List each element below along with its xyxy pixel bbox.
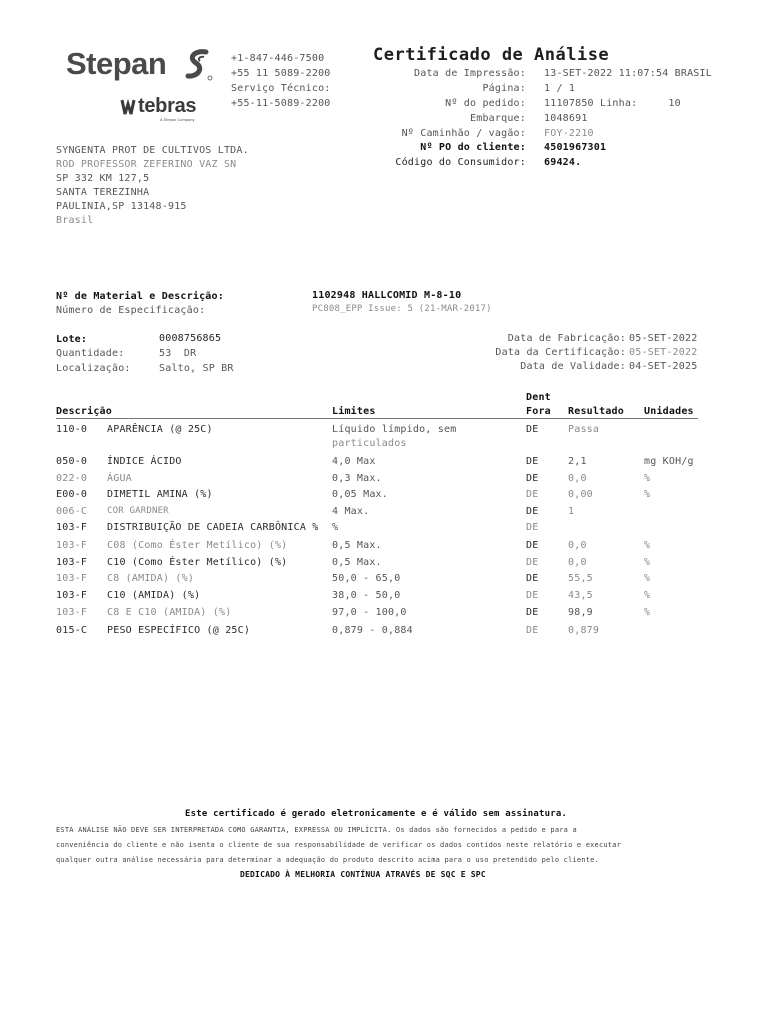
header-value-po: 4501967301 (544, 142, 607, 153)
row-limits-cont: particulados (332, 438, 407, 449)
row-in-out: DE (526, 424, 539, 435)
row-units: % (644, 607, 651, 618)
manufacture-date-value: 05-SET-2022 (629, 333, 698, 344)
customer-name: SYNGENTA PROT DE CULTIVOS LTDA. (56, 145, 249, 156)
row-code: 103-F (56, 590, 88, 601)
row-in-out: DE (526, 590, 539, 601)
footer-disclaimer-1: ESTA ANÁLISE NÃO DEVE SER INTERPRETADA COMO GARANTIA, EXPRESSA OU IMPLÍCITA. Os dados são fornecidos a pedido e para a (56, 826, 577, 834)
row-result: 2,1 (568, 456, 587, 467)
stepan-logo: Stepan (66, 46, 167, 81)
row-in-out: DE (526, 522, 539, 533)
header-label-order: Nº do pedido: (445, 98, 526, 109)
certification-date-label: Data da Certificação: (495, 347, 626, 358)
expiry-date-value: 04-SET-2025 (629, 361, 698, 372)
row-result: 0,0 (568, 473, 587, 484)
row-description: C8 (AMIDA) (%) (107, 573, 195, 584)
row-result: 1 (568, 506, 575, 517)
row-limits: 97,0 - 100,0 (332, 607, 407, 618)
header-value-print-date: 13-SET-2022 11:07:54 BRASIL (544, 68, 712, 79)
row-code: 006-C (56, 506, 88, 517)
customer-address-2: SP 332 KM 127,5 (56, 173, 150, 184)
row-in-out: DE (526, 573, 539, 584)
customer-address-3: SANTA TEREZINHA (56, 187, 150, 198)
lot-value: 0008756865 (159, 333, 222, 344)
row-code: E00-0 (56, 489, 88, 500)
row-result: 98,9 (568, 607, 593, 618)
header-value-order: 11107850 Linha: 10 (544, 98, 681, 109)
tebras-tagline: A Stepan Company (160, 117, 195, 122)
table-header-divider (56, 418, 698, 419)
manufacture-date-label: Data de Fabricação: (507, 333, 626, 344)
service-label: Serviço Técnico: (231, 83, 331, 94)
header-label-customer-code: Código do Consumidor: (395, 157, 526, 168)
row-description: COR GARDNER (107, 506, 169, 516)
row-result: 55,5 (568, 573, 593, 584)
row-limits: % (332, 522, 339, 533)
row-code: 103-F (56, 557, 88, 568)
row-result: 0,879 (568, 625, 600, 636)
material-value: 1102948 HALLCOMID M-8-10 (312, 290, 462, 301)
row-in-out: DE (526, 473, 539, 484)
header-label-print-date: Data de Impressão: (414, 68, 526, 79)
material-label: Nº de Material e Descrição: (56, 291, 224, 302)
row-units: % (644, 590, 651, 601)
row-code: 015-C (56, 625, 88, 636)
row-description: PESO ESPECÍFICO (@ 25C) (107, 625, 251, 636)
location-label: Localização: (56, 363, 131, 374)
customer-city: PAULINIA,SP 13148-915 (56, 201, 187, 212)
row-units: % (644, 540, 651, 551)
row-limits: 0,5 Max. (332, 557, 382, 568)
row-in-out: DE (526, 506, 539, 517)
certification-date-value: 05-SET-2022 (629, 347, 698, 358)
row-code: 103-F (56, 573, 88, 584)
row-in-out: DE (526, 540, 539, 551)
row-units: % (644, 573, 651, 584)
row-in-out: DE (526, 489, 539, 500)
quantity-value: 53 DR (159, 348, 197, 359)
row-code: 110-0 (56, 424, 88, 435)
header-value-customer-code: 69424. (544, 157, 582, 168)
row-limits: 50,0 - 65,0 (332, 573, 401, 584)
col-header-description: Descrição (56, 406, 112, 417)
row-result: 0,00 (568, 489, 593, 500)
row-limits: 0,3 Max. (332, 473, 382, 484)
header-label-page: Página: (482, 83, 526, 94)
col-header-units: Unidades (644, 406, 694, 417)
footer-disclaimer-3: qualquer outra análise necessária para determinar a adequação do produto descrito acima para o uso pretendido pelo cliente. (56, 856, 599, 864)
footer-electronic-notice: Este certificado é gerado eletronicamente e é válido sem assinatura. (185, 809, 568, 819)
row-in-out: DE (526, 625, 539, 636)
expiry-date-label: Data de Validade: (520, 361, 626, 372)
lot-label: Lote: (56, 334, 88, 345)
col-header-fora: Fora (526, 406, 551, 417)
row-description: C8 E C10 (AMIDA) (%) (107, 607, 232, 618)
customer-country: Brasil (56, 215, 94, 226)
row-units: % (644, 473, 651, 484)
phone-2: +55 11 5089-2200 (231, 68, 331, 79)
row-limits: 4,0 Max (332, 456, 376, 467)
row-result: 0,0 (568, 557, 587, 568)
header-value-shipment: 1048691 (544, 113, 588, 124)
row-code: 103-F (56, 607, 88, 618)
row-description: C10 (Como Éster Metílico) (%) (107, 557, 288, 568)
stepan-swirl-icon (184, 48, 214, 82)
row-limits: 0,5 Max. (332, 540, 382, 551)
row-description: C08 (Como Éster Metílico) (%) (107, 540, 288, 551)
row-description: DIMETIL AMINA (%) (107, 489, 213, 500)
row-units: mg KOH/g (644, 456, 694, 467)
tebras-mark-icon (120, 98, 136, 116)
row-result: 43,5 (568, 590, 593, 601)
row-code: 103-F (56, 522, 88, 533)
spec-value: PC808_EPP Issue: 5 (21-MAR-2017) (312, 304, 492, 314)
row-description: C10 (AMIDA) (%) (107, 590, 201, 601)
quantity-label: Quantidade: (56, 348, 125, 359)
tebras-logo: tebras (138, 95, 197, 117)
row-in-out: DE (526, 456, 539, 467)
row-description: ÁGUA (107, 473, 132, 484)
col-header-dent: Dent (526, 392, 551, 403)
row-in-out: DE (526, 607, 539, 618)
row-description: ÍNDICE ÁCIDO (107, 456, 182, 467)
footer-motto: DEDICADO À MELHORIA CONTÍNUA ATRAVÉS DE SQC E SPC (240, 870, 486, 879)
footer-disclaimer-2: conveniência do cliente e não isenta o cliente de sua responsabilidade de verificar os dados contidos neste relatório e executar (56, 841, 622, 849)
header-label-po: Nº PO do cliente: (420, 142, 526, 153)
row-code: 103-F (56, 540, 88, 551)
row-code: 050-0 (56, 456, 88, 467)
row-result: 0,0 (568, 540, 587, 551)
col-header-limits: Limites (332, 406, 376, 417)
col-header-result: Resultado (568, 406, 624, 417)
row-units: % (644, 557, 651, 568)
row-code: 022-0 (56, 473, 88, 484)
row-limits: 0,05 Max. (332, 489, 388, 500)
phone-1: +1-847-446-7500 (231, 53, 325, 64)
header-value-page: 1 / 1 (544, 83, 576, 94)
service-phone: +55-11-5089-2200 (231, 98, 331, 109)
header-label-shipment: Embarque: (470, 113, 526, 124)
row-limits: 4 Max. (332, 506, 370, 517)
document-title: Certificado de Análise (373, 45, 610, 65)
header-label-truck: Nº Caminhão / vagão: (401, 128, 526, 139)
spec-label: Número de Especificação: (56, 305, 206, 316)
row-description: APARÊNCIA (@ 25C) (107, 424, 213, 435)
row-limits: 0,879 - 0,884 (332, 625, 413, 636)
row-units: % (644, 489, 651, 500)
row-limits: 38,0 - 50,0 (332, 590, 401, 601)
row-description: DISTRIBUIÇÃO DE CADEIA CARBÔNICA % (107, 522, 319, 533)
row-result: Passa (568, 424, 600, 435)
customer-address-1: ROD PROFESSOR ZEFERINO VAZ SN (56, 159, 237, 170)
row-in-out: DE (526, 557, 539, 568)
location-value: Salto, SP BR (159, 363, 234, 374)
row-limits: Líquido límpido, sem (332, 424, 457, 435)
header-value-truck: FOY-2210 (544, 128, 594, 139)
